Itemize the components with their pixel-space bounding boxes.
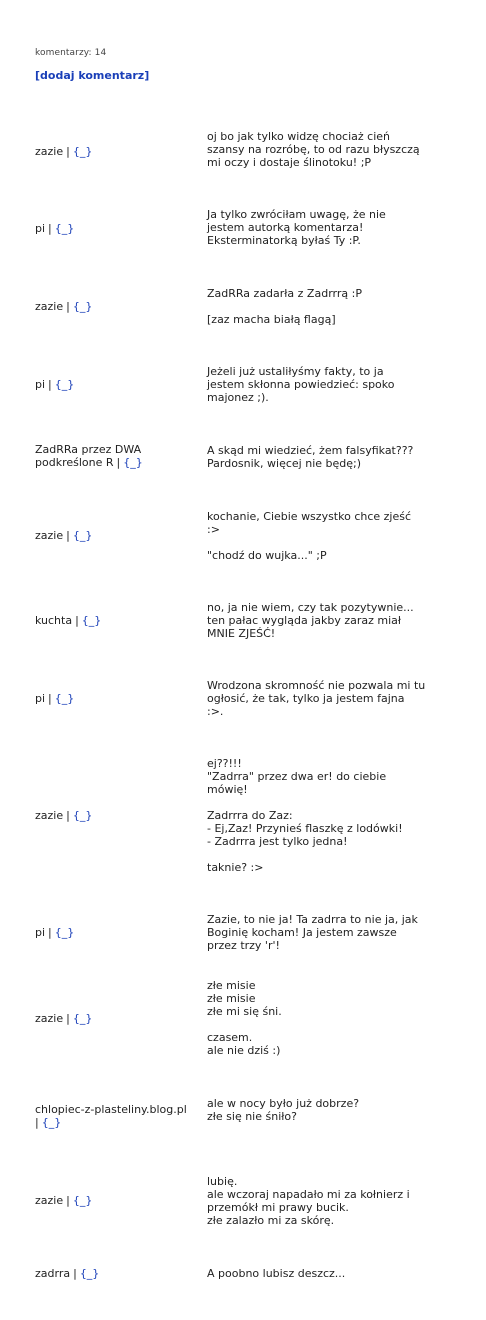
comment-text-line: kochanie, Ciebie wszystko chce zjeść bbox=[207, 510, 412, 523]
comment-text-line: MNIE ZJEŚĆ! bbox=[207, 627, 276, 640]
comment-paragraph bbox=[207, 757, 443, 796]
author-separator: | bbox=[48, 692, 52, 705]
comment-reply-link[interactable]: {_} bbox=[72, 809, 93, 822]
comment-text-line: Zadrrra do Zaz: bbox=[207, 809, 293, 822]
author-separator: | bbox=[48, 222, 52, 235]
comment-text-line: złe misie bbox=[207, 992, 256, 1005]
comment-body bbox=[207, 1267, 443, 1280]
comment-author-meta bbox=[35, 1012, 197, 1025]
comment-author: zazie bbox=[35, 1194, 64, 1207]
comment-text-line: "chodź do wujka..." ;P bbox=[207, 549, 327, 562]
comment-text-line: lubię. bbox=[207, 1175, 238, 1188]
comment-author-meta bbox=[35, 222, 197, 235]
comment-text-line: oj bo jak tylko widzę chociaż cień bbox=[207, 130, 391, 143]
comment-paragraph bbox=[207, 601, 443, 640]
comment-paragraph bbox=[207, 979, 443, 1018]
author-separator: | bbox=[66, 1194, 70, 1207]
comment-paragraph bbox=[207, 549, 443, 562]
comment-reply-link[interactable]: {_} bbox=[54, 378, 75, 391]
author-separator: | bbox=[75, 614, 79, 627]
comment-paragraph bbox=[207, 208, 443, 247]
comment-text-line: :> bbox=[207, 523, 220, 536]
comment-author-meta bbox=[35, 145, 197, 158]
comment-text-line: ZadRRa zadarła z Zadrrrą :P bbox=[207, 287, 362, 300]
comment-author-meta bbox=[35, 809, 197, 822]
comment-text-line: Wrodzona skromność nie pozwala mi tu bbox=[207, 679, 426, 692]
comment-text-line: złe mi się śni. bbox=[207, 1005, 282, 1018]
author-separator: | bbox=[48, 378, 52, 391]
comment-text-line: [zaz macha białą flagą] bbox=[207, 313, 336, 326]
comment-author-meta bbox=[35, 692, 197, 705]
comment-author-meta bbox=[35, 378, 197, 391]
comment-body bbox=[207, 365, 443, 404]
comment-body bbox=[207, 208, 443, 247]
author-separator: | bbox=[116, 456, 121, 469]
comment-reply-link[interactable]: {_} bbox=[81, 614, 102, 627]
comment-text-line: złe misie bbox=[207, 979, 256, 992]
comment-text-line: :>. bbox=[207, 705, 224, 718]
comment-paragraph bbox=[207, 365, 443, 404]
comment-paragraph bbox=[207, 130, 443, 169]
comment-text-line: "Zadrra" przez dwa er! do ciebie bbox=[207, 770, 387, 783]
comment-body bbox=[207, 130, 443, 169]
comment-paragraph bbox=[207, 679, 443, 718]
comment-reply-link[interactable]: {_} bbox=[123, 456, 143, 469]
comment-author: ZadRRa przez DWA bbox=[35, 443, 142, 456]
comment-reply-link[interactable]: {_} bbox=[41, 1116, 62, 1129]
comment-text-line: złe się nie śniło? bbox=[207, 1110, 297, 1123]
comment-author: chlopiec-z-plasteliny.blog.pl bbox=[35, 1103, 187, 1116]
comment-text-line: ale nie dziś :) bbox=[207, 1044, 281, 1057]
comment-reply-link[interactable]: {_} bbox=[72, 1012, 93, 1025]
comment-text-line: Eksterminatorką byłaś Ty :P. bbox=[207, 234, 361, 247]
comment-text-line: no, ja nie wiem, czy tak pozytywnie... bbox=[207, 601, 414, 614]
comment-author: zazie bbox=[35, 300, 64, 313]
comment-paragraph bbox=[207, 861, 443, 874]
author-separator: | bbox=[66, 529, 70, 542]
comment-text-line: A skąd mi wiedzieć, żem falsyfikat??? bbox=[207, 444, 414, 457]
comment-author-meta bbox=[35, 443, 197, 469]
comment-body bbox=[207, 679, 443, 718]
comment-author: pi bbox=[35, 222, 46, 235]
comment-text-line: - Ej,Zaz! Przynieś flaszkę z lodówki! bbox=[207, 822, 403, 835]
comment-author-meta bbox=[35, 1194, 197, 1207]
comment-text-line: czasem. bbox=[207, 1031, 253, 1044]
author-separator: | bbox=[66, 300, 70, 313]
comment-author-meta bbox=[35, 300, 197, 313]
comment-reply-link[interactable]: {_} bbox=[72, 529, 93, 542]
comment-author: zazie bbox=[35, 145, 64, 158]
comment-text-line: mi oczy i dostaje ślinotoku! ;P bbox=[207, 156, 372, 169]
comment-reply-link[interactable]: {_} bbox=[54, 692, 75, 705]
comment-text-line: ten pałac wygląda jakby zaraz miał bbox=[207, 614, 402, 627]
comment-body bbox=[207, 287, 443, 326]
author-separator: | bbox=[66, 145, 70, 158]
comment-text-line: przez trzy 'r'! bbox=[207, 939, 280, 952]
comment-text-line: - Zadrrra jest tylko jedna! bbox=[207, 835, 348, 848]
comment-reply-link[interactable]: {_} bbox=[72, 1194, 93, 1207]
comment-paragraph bbox=[207, 510, 443, 536]
author-separator: | bbox=[35, 1116, 39, 1129]
comment-paragraph bbox=[207, 1175, 443, 1227]
author-separator: | bbox=[48, 926, 52, 939]
comment-paragraph bbox=[207, 913, 443, 952]
comment-author: pi bbox=[35, 692, 46, 705]
comment-author-meta bbox=[35, 1267, 197, 1280]
comment-reply-link[interactable]: {_} bbox=[72, 145, 93, 158]
add-comment-link[interactable]: [dodaj komentarz] bbox=[35, 69, 150, 82]
comment-paragraph bbox=[207, 287, 443, 300]
comment-paragraph bbox=[207, 1031, 443, 1057]
comment-author-meta bbox=[35, 614, 197, 627]
comment-body bbox=[207, 444, 443, 470]
comment-text-line: szansy na rozróbę, to od razu błyszczą bbox=[207, 143, 420, 156]
comment-author-meta bbox=[35, 926, 197, 939]
comment-paragraph bbox=[207, 444, 443, 470]
comment-author: pi bbox=[35, 926, 46, 939]
comment-body bbox=[207, 601, 443, 640]
comment-author: kuchta bbox=[35, 614, 73, 627]
comment-text-line: ale w nocy było już dobrze? bbox=[207, 1097, 360, 1110]
comment-author: podkreślone R bbox=[35, 456, 114, 469]
comment-paragraph bbox=[207, 1267, 443, 1280]
comment-author-meta bbox=[35, 1103, 197, 1129]
comment-paragraph bbox=[207, 313, 443, 326]
comment-text-line: ogłosić, że tak, tylko ja jestem fajna bbox=[207, 692, 405, 705]
comment-text-line: Jeżeli już ustaliłyśmy fakty, to ja bbox=[207, 365, 384, 378]
comment-paragraph bbox=[207, 809, 443, 848]
comment-text-line: ale wczoraj napadało mi za kołnierz i bbox=[207, 1188, 410, 1201]
comment-author: pi bbox=[35, 378, 46, 391]
author-separator: | bbox=[66, 809, 70, 822]
comment-text-line: taknie? :> bbox=[207, 861, 264, 874]
comment-text-line: przemókł mi prawy bucik. bbox=[207, 1201, 349, 1214]
comment-reply-link[interactable]: {_} bbox=[79, 1267, 100, 1280]
comment-author-meta bbox=[35, 529, 197, 542]
comment-body bbox=[207, 1175, 443, 1227]
comment-text-line: Pardosnik, więcej nie będę;) bbox=[207, 457, 362, 470]
comment-reply-link[interactable]: {_} bbox=[72, 300, 93, 313]
comment-text-line: jestem skłonna powiedzieć: spoko bbox=[207, 378, 395, 391]
comment-author: zazie bbox=[35, 809, 64, 822]
comment-author: zazie bbox=[35, 529, 64, 542]
comment-text-line: A poobno lubisz deszcz... bbox=[207, 1267, 346, 1280]
comment-text-line: jestem autorką komentarza! bbox=[207, 221, 364, 234]
comments-count: komentarzy: 14 bbox=[35, 48, 107, 58]
comment-text-line: Zazie, to nie ja! Ta zadrra to nie ja, jak bbox=[207, 913, 418, 926]
comment-body bbox=[207, 757, 443, 874]
comment-body bbox=[207, 913, 443, 952]
comment-body bbox=[207, 979, 443, 1057]
author-separator: | bbox=[73, 1267, 77, 1280]
comment-text-line: majonez ;). bbox=[207, 391, 269, 404]
comment-author: zadrra bbox=[35, 1267, 71, 1280]
comment-body bbox=[207, 1097, 443, 1123]
comment-text-line: Ja tylko zwróciłam uwagę, że nie bbox=[207, 208, 386, 221]
comment-author: zazie bbox=[35, 1012, 64, 1025]
comment-reply-link[interactable]: {_} bbox=[54, 222, 75, 235]
author-separator: | bbox=[66, 1012, 70, 1025]
comment-text-line: mówię! bbox=[207, 783, 248, 796]
comment-paragraph bbox=[207, 1097, 443, 1123]
comment-body bbox=[207, 510, 443, 562]
comment-reply-link[interactable]: {_} bbox=[54, 926, 75, 939]
comment-text-line: ej??!!! bbox=[207, 757, 242, 770]
comment-text-line: złe zalazło mi za skórę. bbox=[207, 1214, 335, 1227]
comment-text-line: Boginię kocham! Ja jestem zawsze bbox=[207, 926, 397, 939]
